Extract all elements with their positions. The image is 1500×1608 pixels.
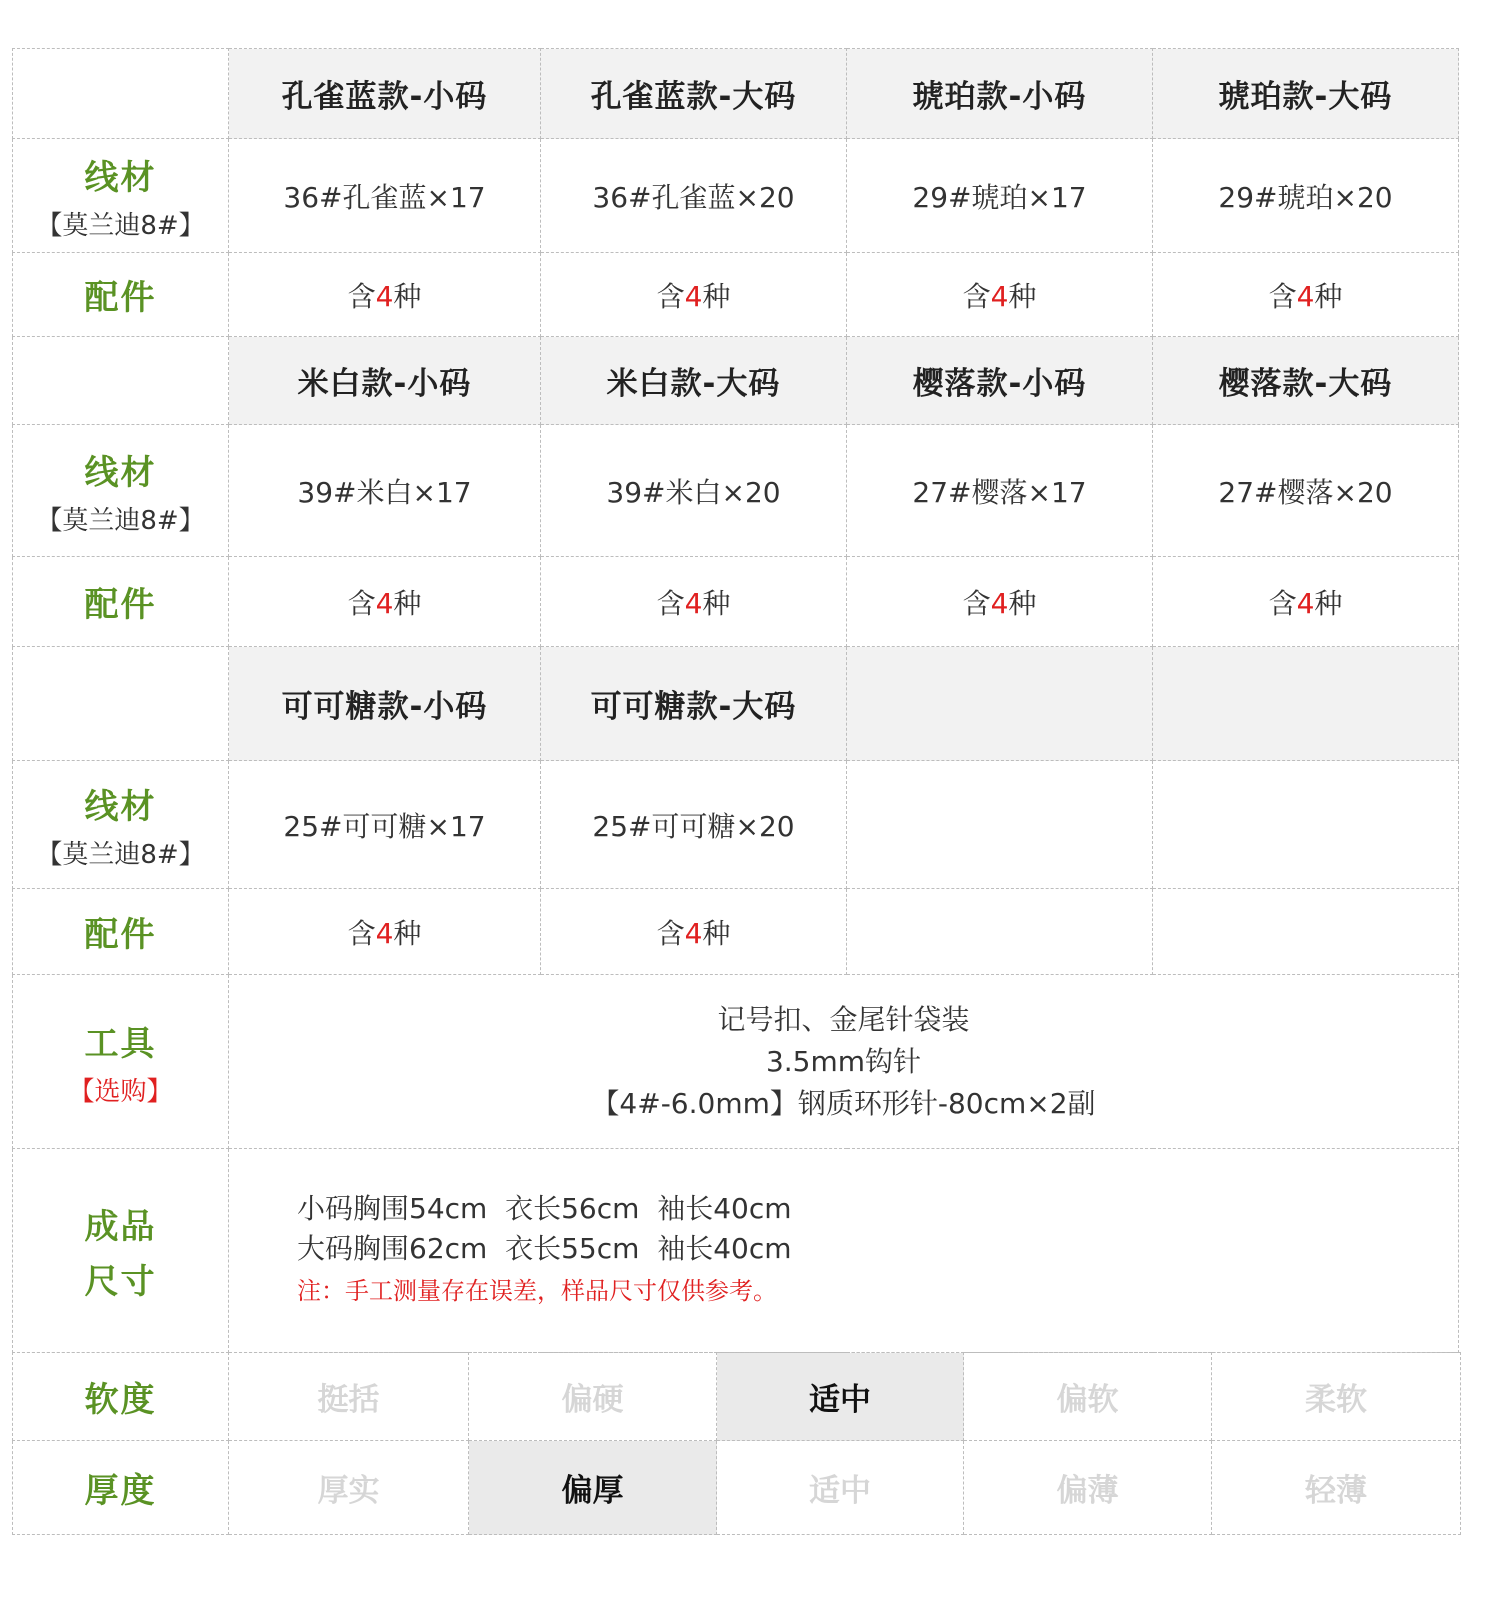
accessories-label-cell <box>13 253 229 337</box>
size-label-cell <box>13 1149 229 1353</box>
empty-header <box>847 647 1153 761</box>
accessories-value: 含4种 <box>847 557 1153 647</box>
yarn-value: 36#孔雀蓝×17 <box>229 139 541 253</box>
yarn-row <box>13 425 1459 557</box>
thickness-option: 厚实 <box>229 1441 469 1535</box>
corner-cell <box>13 337 229 425</box>
size-note: 注：手工测量存在误差，样品尺寸仅供参考。 <box>297 1276 777 1305</box>
header-row <box>13 49 1459 139</box>
yarn-row <box>13 139 1459 253</box>
empty-cell <box>1153 889 1459 975</box>
accessories-label: 配件 <box>84 278 157 318</box>
softness-label: 软度 <box>84 1380 157 1420</box>
accessories-label-cell <box>13 889 229 975</box>
variant-table <box>12 48 1459 1353</box>
thickness-option: 偏薄 <box>964 1441 1212 1535</box>
accessories-value: 含4种 <box>229 557 541 647</box>
tools-row <box>13 975 1459 1149</box>
corner-cell <box>13 49 229 139</box>
corner-cell <box>13 647 229 761</box>
size-label-line1: 成品 <box>84 1206 157 1247</box>
yarn-value: 29#琥珀×17 <box>847 139 1153 253</box>
header-row <box>13 647 1459 761</box>
empty-cell <box>847 761 1153 889</box>
size-small: 小码胸围54cm 衣长56cm 袖长40cm <box>297 1191 792 1225</box>
yarn-value: 27#樱落×17 <box>847 425 1153 557</box>
tools-item: 记号扣、金尾针袋装 <box>717 1002 970 1036</box>
softness-option: 柔软 <box>1212 1353 1461 1441</box>
size-large: 大码胸围62cm 衣长55cm 袖长40cm <box>297 1231 792 1265</box>
softness-row <box>13 1353 1461 1441</box>
tools-label-cell <box>13 975 229 1149</box>
tools-sublabel: 【选购】 <box>68 1076 173 1107</box>
yarn-label: 线材 <box>84 786 157 827</box>
empty-cell <box>847 889 1153 975</box>
spec-sheet <box>12 48 1490 1576</box>
tools-list <box>229 975 1459 1149</box>
tools-item: 3.5mm钩针 <box>765 1044 922 1078</box>
accessories-row <box>13 253 1459 337</box>
size-row <box>13 1149 1459 1353</box>
thickness-label-cell <box>13 1441 229 1535</box>
thickness-option: 适中 <box>717 1441 964 1535</box>
accessories-row <box>13 889 1459 975</box>
variant-header: 孔雀蓝款-大码 <box>541 49 847 139</box>
softness-option: 偏硬 <box>469 1353 717 1441</box>
tools-item: 【4#-6.0mm】钢质环形针-80cm×2副 <box>591 1086 1096 1120</box>
variant-header: 樱落款-小码 <box>847 337 1153 425</box>
thickness-label: 厚度 <box>84 1471 157 1511</box>
yarn-value: 27#樱落×20 <box>1153 425 1459 557</box>
yarn-sublabel: 【莫兰迪8#】 <box>36 839 205 870</box>
thickness-option: 轻薄 <box>1212 1441 1461 1535</box>
header-row <box>13 337 1459 425</box>
softness-option: 挺括 <box>229 1353 469 1441</box>
tools-label: 工具 <box>84 1023 157 1064</box>
thickness-option: 偏厚 <box>469 1441 717 1535</box>
variant-header: 米白款-大码 <box>541 337 847 425</box>
accessories-label: 配件 <box>84 915 157 955</box>
yarn-row <box>13 761 1459 889</box>
accessories-value: 含4种 <box>541 253 847 337</box>
softness-label-cell <box>13 1353 229 1441</box>
yarn-sublabel: 【莫兰迪8#】 <box>36 505 205 536</box>
accessories-value: 含4种 <box>541 557 847 647</box>
accessories-value: 含4种 <box>229 889 541 975</box>
yarn-label-cell <box>13 139 229 253</box>
accessories-row <box>13 557 1459 647</box>
size-label-line2: 尺寸 <box>84 1261 157 1302</box>
yarn-label: 线材 <box>84 452 157 493</box>
accessories-label: 配件 <box>84 585 157 625</box>
yarn-value: 25#可可糖×20 <box>541 761 847 889</box>
yarn-value: 39#米白×20 <box>541 425 847 557</box>
feel-scale-table <box>12 1352 1461 1535</box>
accessories-value: 含4种 <box>1153 253 1459 337</box>
variant-header: 可可糖款-大码 <box>541 647 847 761</box>
yarn-value: 36#孔雀蓝×20 <box>541 139 847 253</box>
variant-header: 可可糖款-小码 <box>229 647 541 761</box>
yarn-value: 25#可可糖×17 <box>229 761 541 889</box>
accessories-label-cell <box>13 557 229 647</box>
yarn-label-cell <box>13 425 229 557</box>
yarn-value: 29#琥珀×20 <box>1153 139 1459 253</box>
accessories-value: 含4种 <box>229 253 541 337</box>
empty-cell <box>1153 761 1459 889</box>
yarn-sublabel: 【莫兰迪8#】 <box>36 210 205 241</box>
variant-header: 琥珀款-小码 <box>847 49 1153 139</box>
yarn-label: 线材 <box>84 157 157 198</box>
accessories-value: 含4种 <box>541 889 847 975</box>
softness-option: 偏软 <box>964 1353 1212 1441</box>
thickness-row <box>13 1441 1461 1535</box>
variant-header: 孔雀蓝款-小码 <box>229 49 541 139</box>
size-details <box>229 1149 1459 1353</box>
yarn-label-cell <box>13 761 229 889</box>
empty-header <box>1153 647 1459 761</box>
variant-header: 米白款-小码 <box>229 337 541 425</box>
softness-option: 适中 <box>717 1353 964 1441</box>
yarn-value: 39#米白×17 <box>229 425 541 557</box>
accessories-value: 含4种 <box>847 253 1153 337</box>
variant-header: 樱落款-大码 <box>1153 337 1459 425</box>
accessories-value: 含4种 <box>1153 557 1459 647</box>
variant-header: 琥珀款-大码 <box>1153 49 1459 139</box>
